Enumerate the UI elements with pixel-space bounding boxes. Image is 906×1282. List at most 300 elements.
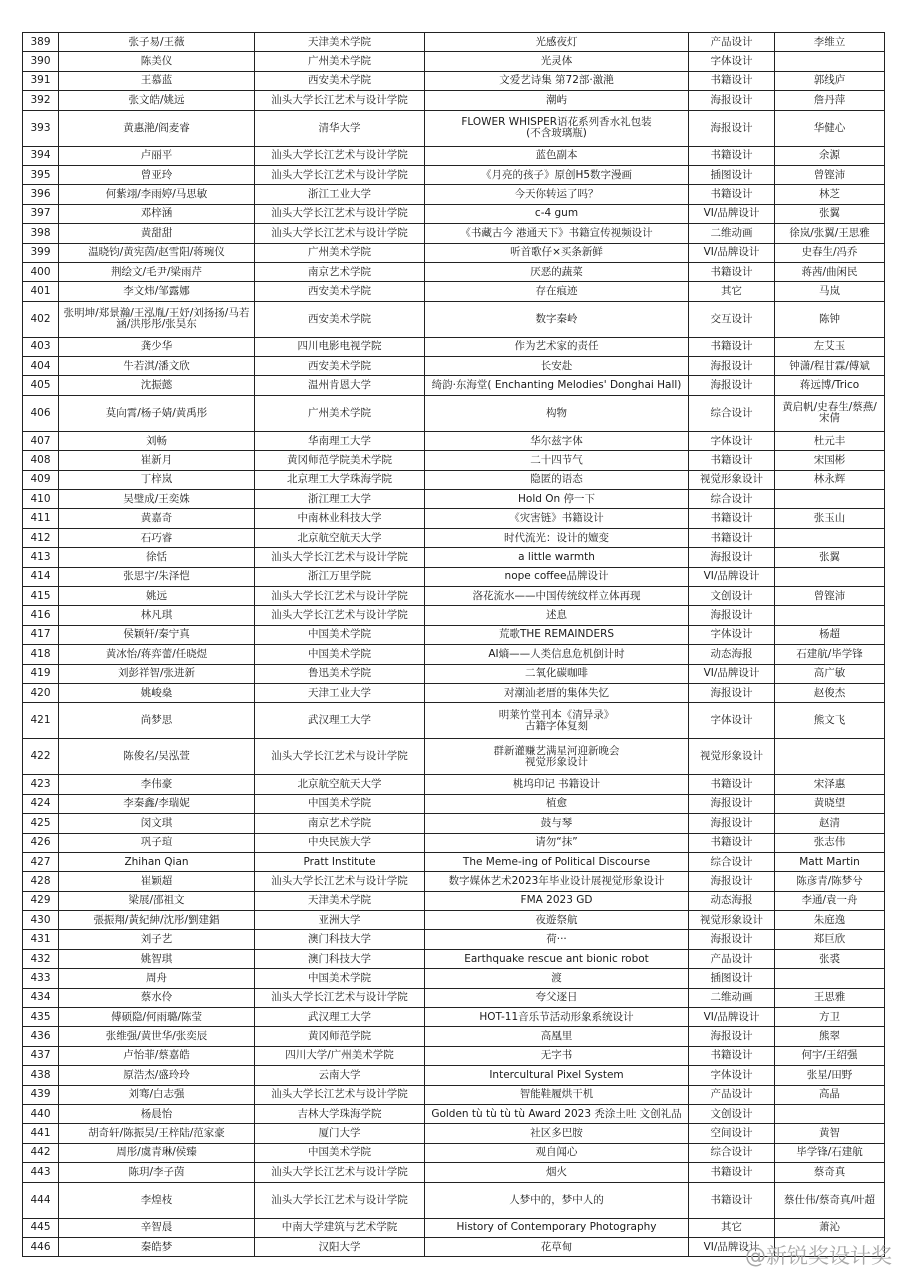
table-row <box>23 282 885 301</box>
entry-advisor: 张裘 <box>775 949 885 968</box>
entry-authors: 张思宇/朱泽恺 <box>59 567 255 586</box>
entry-title: 数字媒体艺术2023年毕业设计展视觉形象设计 <box>425 872 689 891</box>
entry-number: 405 <box>23 376 59 395</box>
entry-school: 汕头大学长江艺术与设计学院 <box>255 606 425 625</box>
entry-number: 421 <box>23 703 59 739</box>
table-row <box>23 1085 885 1104</box>
entry-advisor: 王思雅 <box>775 988 885 1007</box>
entry-school: 澳门科技大学 <box>255 949 425 968</box>
entry-school: 中南林业科技大学 <box>255 509 425 528</box>
entry-school: 汕头大学长江艺术与设计学院 <box>255 1182 425 1218</box>
entry-title: 人梦中的，梦中人的 <box>425 1182 689 1218</box>
entry-number: 444 <box>23 1182 59 1218</box>
entry-school: 浙江理工大学 <box>255 490 425 509</box>
table-row <box>23 683 885 702</box>
entry-advisor: 蔡奇真 <box>775 1163 885 1182</box>
entry-title: 明莱竹堂刊本《清异录》 古籍字体复刻 <box>425 703 689 739</box>
entry-school: 武汉理工大学 <box>255 1008 425 1027</box>
entry-authors: 张文皓/姚远 <box>59 91 255 110</box>
entry-title: 二氧化碳咖啡 <box>425 664 689 683</box>
entry-title: 数字秦岭 <box>425 301 689 337</box>
table-row <box>23 969 885 988</box>
table-row <box>23 185 885 204</box>
entry-title: 听首歌仔×买条新鲜 <box>425 243 689 262</box>
table-row <box>23 1124 885 1143</box>
entry-advisor: 张玉山 <box>775 509 885 528</box>
weibo-watermark: @新锐奖设计奖 <box>745 1244 892 1268</box>
entry-advisor: 马岚 <box>775 282 885 301</box>
entry-category: 动态海报 <box>689 891 775 910</box>
entry-school: 汕头大学长江艺术与设计学院 <box>255 204 425 223</box>
entry-number: 446 <box>23 1237 59 1256</box>
table-row <box>23 204 885 223</box>
entry-category: 海报设计 <box>689 357 775 376</box>
entry-title: History of Contemporary Photography <box>425 1218 689 1237</box>
table-row <box>23 110 885 146</box>
entry-title: 观自闻心 <box>425 1143 689 1162</box>
entry-number: 439 <box>23 1085 59 1104</box>
entry-title: 《灾害链》书籍设计 <box>425 509 689 528</box>
entry-authors: 温晓钧/黄宪茵/赵雪阳/蒋琬仪 <box>59 243 255 262</box>
entry-authors: 李伟豪 <box>59 775 255 794</box>
entry-authors: 李秦鑫/李瑞妮 <box>59 794 255 813</box>
entry-category: 书籍设计 <box>689 337 775 356</box>
entry-category: 海报设计 <box>689 548 775 567</box>
entry-school: 中国美术学院 <box>255 969 425 988</box>
table-row <box>23 91 885 110</box>
entry-advisor: 郭线庐 <box>775 71 885 90</box>
entry-school: 天津美术学院 <box>255 33 425 52</box>
entry-advisor: 陈彦青/陈梦兮 <box>775 872 885 891</box>
entry-number: 443 <box>23 1163 59 1182</box>
entry-title: 今天你转运了吗？ <box>425 185 689 204</box>
entry-advisor: 萧沁 <box>775 1218 885 1237</box>
entry-number: 416 <box>23 606 59 625</box>
table-row <box>23 1104 885 1123</box>
entry-number: 425 <box>23 814 59 833</box>
entry-advisor <box>775 528 885 547</box>
entry-number: 420 <box>23 683 59 702</box>
entry-school: 黄冈师范学院美术学院 <box>255 451 425 470</box>
entry-advisor: 何宇/王绍强 <box>775 1046 885 1065</box>
entry-authors: 黄嘉奇 <box>59 509 255 528</box>
entry-authors: 牛若淇/潘文欣 <box>59 357 255 376</box>
entry-title: Intercultural Pixel System <box>425 1066 689 1085</box>
entry-number: 406 <box>23 395 59 431</box>
entry-number: 418 <box>23 645 59 664</box>
entry-authors: 张维强/黄世华/张奕辰 <box>59 1027 255 1046</box>
entry-advisor: 宋国彬 <box>775 451 885 470</box>
entry-advisor: 余源 <box>775 146 885 165</box>
entry-authors: 张明坤/郑景瀚/王泓胤/王妤/刘扬扬/马若涵/洪彤彤/张昊东 <box>59 301 255 337</box>
entry-category: 二维动画 <box>689 224 775 243</box>
entries-table <box>22 32 885 1257</box>
entry-school: 广州美术学院 <box>255 243 425 262</box>
table-row <box>23 376 885 395</box>
entry-number: 435 <box>23 1008 59 1027</box>
entry-category: 字体设计 <box>689 431 775 450</box>
entry-category: 产品设计 <box>689 33 775 52</box>
entry-title: 隐匿的语态 <box>425 470 689 489</box>
entry-school: 鲁迅美术学院 <box>255 664 425 683</box>
entry-number: 408 <box>23 451 59 470</box>
entry-advisor: 宋泽惠 <box>775 775 885 794</box>
entry-school: 广州美术学院 <box>255 52 425 71</box>
table-row <box>23 243 885 262</box>
entry-category: 空间设计 <box>689 1124 775 1143</box>
entry-school: 黄冈师范学院 <box>255 1027 425 1046</box>
entry-school: 汕头大学长江艺术与设计学院 <box>255 872 425 891</box>
entry-authors: 闵文琪 <box>59 814 255 833</box>
entry-authors: 陈美仪 <box>59 52 255 71</box>
entry-school: 浙江万里学院 <box>255 567 425 586</box>
entry-authors: 莫向霄/杨子婧/黄禹彤 <box>59 395 255 431</box>
table-row <box>23 1027 885 1046</box>
entry-title: FMA 2023 GD <box>425 891 689 910</box>
entry-title: c-4 gum <box>425 204 689 223</box>
entry-school: 广州美术学院 <box>255 395 425 431</box>
entry-school: 天津工业大学 <box>255 683 425 702</box>
entry-school: 汕头大学长江艺术与设计学院 <box>255 165 425 184</box>
entry-number: 417 <box>23 625 59 644</box>
entry-title: 无字书 <box>425 1046 689 1065</box>
entry-authors: 胡奇轩/陈振昊/王梓陆/范家豪 <box>59 1124 255 1143</box>
table-row <box>23 71 885 90</box>
table-row <box>23 852 885 871</box>
entry-number: 440 <box>23 1104 59 1123</box>
entry-advisor: 高晶 <box>775 1085 885 1104</box>
entry-school: 汕头大学长江艺术与设计学院 <box>255 146 425 165</box>
entry-category: 综合设计 <box>689 852 775 871</box>
entry-school: 澳门科技大学 <box>255 930 425 949</box>
entry-number: 442 <box>23 1143 59 1162</box>
entry-category: 海报设计 <box>689 606 775 625</box>
table-row <box>23 337 885 356</box>
entry-category: 书籍设计 <box>689 1163 775 1182</box>
table-row <box>23 625 885 644</box>
entry-title: The Meme-ing of Political Discourse <box>425 852 689 871</box>
table-row <box>23 1066 885 1085</box>
entry-school: 吉林大学珠海学院 <box>255 1104 425 1123</box>
entry-title: 群新灌赚艺满星河迎新晚会 视觉形象设计 <box>425 739 689 775</box>
table-row <box>23 703 885 739</box>
entry-school: 北京理工大学珠海学院 <box>255 470 425 489</box>
entry-advisor: 蒋茜/曲闲民 <box>775 262 885 281</box>
entry-advisor: 郑巨欣 <box>775 930 885 949</box>
entry-advisor: 张志伟 <box>775 833 885 852</box>
entry-title: Hold On 停一下 <box>425 490 689 509</box>
table-row <box>23 509 885 528</box>
entry-category: 海报设计 <box>689 376 775 395</box>
entry-title: 《书藏古今 港通天下》书籍宣传视频设计 <box>425 224 689 243</box>
entry-advisor: Matt Martin <box>775 852 885 871</box>
entry-school: 汕头大学长江艺术与设计学院 <box>255 548 425 567</box>
entry-advisor: 石建航/毕学锋 <box>775 645 885 664</box>
entry-advisor: 李维立 <box>775 33 885 52</box>
entry-title: 荷··· <box>425 930 689 949</box>
entry-authors: 梁展/邵祖文 <box>59 891 255 910</box>
entry-number: 430 <box>23 911 59 930</box>
table-row <box>23 490 885 509</box>
entry-category: 海报设计 <box>689 872 775 891</box>
table-row <box>23 739 885 775</box>
entry-category: 书籍设计 <box>689 1046 775 1065</box>
entry-authors: 沈振懿 <box>59 376 255 395</box>
entry-advisor: 左艾玉 <box>775 337 885 356</box>
entry-authors: 丁梓岚 <box>59 470 255 489</box>
entry-number: 438 <box>23 1066 59 1085</box>
entry-category: 综合设计 <box>689 1143 775 1162</box>
entry-title: 二十四节气 <box>425 451 689 470</box>
entry-category: 文创设计 <box>689 586 775 605</box>
entry-advisor <box>775 490 885 509</box>
table-row <box>23 988 885 1007</box>
entry-category: 海报设计 <box>689 91 775 110</box>
entry-title: 洛花流水——中国传统纹样立体再现 <box>425 586 689 605</box>
entry-title: 渡 <box>425 969 689 988</box>
entry-category: 字体设计 <box>689 625 775 644</box>
entry-number: 422 <box>23 739 59 775</box>
entry-authors: 陈俊名/吴泓萱 <box>59 739 255 775</box>
entry-number: 429 <box>23 891 59 910</box>
entry-number: 401 <box>23 282 59 301</box>
entry-authors: 王慕蓝 <box>59 71 255 90</box>
entry-number: 404 <box>23 357 59 376</box>
entry-school: 汕头大学长江艺术与设计学院 <box>255 1085 425 1104</box>
entry-number: 427 <box>23 852 59 871</box>
entry-category: 文创设计 <box>689 1104 775 1123</box>
entry-school: 厦门大学 <box>255 1124 425 1143</box>
entry-school: 南京艺术学院 <box>255 814 425 833</box>
entry-authors: 荆绘文/毛尹/梁雨芹 <box>59 262 255 281</box>
entry-authors: 徐恬 <box>59 548 255 567</box>
entry-advisor: 徐岚/张翼/王思雅 <box>775 224 885 243</box>
entry-category: 插图设计 <box>689 165 775 184</box>
table-row <box>23 33 885 52</box>
entry-category: VI/品牌设计 <box>689 1008 775 1027</box>
entry-number: 432 <box>23 949 59 968</box>
entry-advisor: 蒋远博/Trico <box>775 376 885 395</box>
entry-title: nope coffee品牌设计 <box>425 567 689 586</box>
entry-school: 汉阳大学 <box>255 1237 425 1256</box>
entry-number: 391 <box>23 71 59 90</box>
table-row <box>23 833 885 852</box>
entry-authors: 崔颖超 <box>59 872 255 891</box>
entry-title: 绮韵·东海堂( Enchanting Melodies' Donghai Hall) <box>425 376 689 395</box>
table-row <box>23 262 885 281</box>
entry-authors: 李煌枝 <box>59 1182 255 1218</box>
table-row <box>23 1008 885 1027</box>
entry-authors: 刘子艺 <box>59 930 255 949</box>
entry-school: 云南大学 <box>255 1066 425 1085</box>
entry-number: 413 <box>23 548 59 567</box>
entry-authors: 周彤/虞青琳/侯臻 <box>59 1143 255 1162</box>
entry-school: 四川大学/广州美术学院 <box>255 1046 425 1065</box>
entry-category: 书籍设计 <box>689 833 775 852</box>
entry-category: VI/品牌设计 <box>689 243 775 262</box>
entry-number: 410 <box>23 490 59 509</box>
table-row <box>23 528 885 547</box>
entry-authors: 曾亚玲 <box>59 165 255 184</box>
entry-category: 动态海报 <box>689 645 775 664</box>
entry-number: 445 <box>23 1218 59 1237</box>
entry-school: 中央民族大学 <box>255 833 425 852</box>
entry-number: 409 <box>23 470 59 489</box>
entry-authors: 辛智晨 <box>59 1218 255 1237</box>
entry-number: 423 <box>23 775 59 794</box>
entry-title: 高凰里 <box>425 1027 689 1046</box>
entry-school: 武汉理工大学 <box>255 703 425 739</box>
entry-category: 视觉形象设计 <box>689 739 775 775</box>
entry-number: 412 <box>23 528 59 547</box>
entry-category: 书籍设计 <box>689 509 775 528</box>
entry-advisor: 方卫 <box>775 1008 885 1027</box>
entry-advisor <box>775 739 885 775</box>
entry-category: 视觉形象设计 <box>689 470 775 489</box>
entry-advisor: 杜元丰 <box>775 431 885 450</box>
entry-number: 402 <box>23 301 59 337</box>
entry-title: 夜遊祭航 <box>425 911 689 930</box>
entry-school: 华南理工大学 <box>255 431 425 450</box>
entry-school: 西安美术学院 <box>255 282 425 301</box>
entry-category: 书籍设计 <box>689 1182 775 1218</box>
entry-school: 汕头大学长江艺术与设计学院 <box>255 739 425 775</box>
entry-school: 清华大学 <box>255 110 425 146</box>
entry-title: 潮屿 <box>425 91 689 110</box>
entry-category: 产品设计 <box>689 1085 775 1104</box>
entry-school: 中国美术学院 <box>255 794 425 813</box>
entry-number: 434 <box>23 988 59 1007</box>
entry-authors: 何紫翊/李雨婷/马思敏 <box>59 185 255 204</box>
entry-authors: 侯颖轩/秦宁真 <box>59 625 255 644</box>
entry-authors: 秦皓梦 <box>59 1237 255 1256</box>
entry-advisor: 詹丹萍 <box>775 91 885 110</box>
entry-authors: 張振翔/黃紀紳/沈彤/劉建錩 <box>59 911 255 930</box>
entry-school: 天津美术学院 <box>255 891 425 910</box>
entry-title: 请勿“抹” <box>425 833 689 852</box>
entry-authors: 张子易/王薇 <box>59 33 255 52</box>
entry-category: 书籍设计 <box>689 185 775 204</box>
entry-category: 海报设计 <box>689 794 775 813</box>
entry-number: 395 <box>23 165 59 184</box>
entry-advisor: 史春生/冯乔 <box>775 243 885 262</box>
entry-advisor: 黄晓望 <box>775 794 885 813</box>
entry-authors: 吴璧成/王奕姝 <box>59 490 255 509</box>
entry-title: 荒歌THE REMAINDERS <box>425 625 689 644</box>
table-row <box>23 891 885 910</box>
entry-title: 社区多巴胺 <box>425 1124 689 1143</box>
entry-school: 西安美术学院 <box>255 71 425 90</box>
entry-authors: 姚峻燊 <box>59 683 255 702</box>
entry-school: 汕头大学长江艺术与设计学院 <box>255 224 425 243</box>
entry-number: 393 <box>23 110 59 146</box>
entry-category: VI/品牌设计 <box>689 567 775 586</box>
entry-advisor: 熊文飞 <box>775 703 885 739</box>
entry-number: 426 <box>23 833 59 852</box>
entry-number: 428 <box>23 872 59 891</box>
table-row <box>23 606 885 625</box>
entry-school: 汕头大学长江艺术与设计学院 <box>255 988 425 1007</box>
entry-category: 插图设计 <box>689 969 775 988</box>
table-row <box>23 911 885 930</box>
entry-school: Pratt Institute <box>255 852 425 871</box>
table-row <box>23 586 885 605</box>
table-row <box>23 165 885 184</box>
entry-authors: 邓梓涵 <box>59 204 255 223</box>
entry-category: 综合设计 <box>689 395 775 431</box>
entry-advisor: 赵俊杰 <box>775 683 885 702</box>
entry-number: 437 <box>23 1046 59 1065</box>
entry-title: 花草甸 <box>425 1237 689 1256</box>
entry-school: 温州肯恩大学 <box>255 376 425 395</box>
entry-advisor: 黄启帆/史春生/蔡燕/宋倩 <box>775 395 885 431</box>
entry-advisor: 赵清 <box>775 814 885 833</box>
entry-school: 北京航空航天大学 <box>255 775 425 794</box>
entry-title: 文爱艺诗集 第72部·激滟 <box>425 71 689 90</box>
table-row <box>23 872 885 891</box>
entry-advisor: 毕学锋/石建航 <box>775 1143 885 1162</box>
entry-authors: 陈玥/李子茵 <box>59 1163 255 1182</box>
entry-title: 存在痕迹 <box>425 282 689 301</box>
entry-category: 字体设计 <box>689 703 775 739</box>
table-row <box>23 395 885 431</box>
entry-advisor: 曾铿沛 <box>775 165 885 184</box>
entry-category: 综合设计 <box>689 490 775 509</box>
entry-number: 398 <box>23 224 59 243</box>
entry-authors: 尚梦思 <box>59 703 255 739</box>
entry-title: 时代流光：设计的嬗变 <box>425 528 689 547</box>
entry-number: 436 <box>23 1027 59 1046</box>
entry-category: 书籍设计 <box>689 71 775 90</box>
entry-number: 399 <box>23 243 59 262</box>
entry-authors: 李文炜/邹露娜 <box>59 282 255 301</box>
table-row <box>23 949 885 968</box>
entry-authors: 龚少华 <box>59 337 255 356</box>
entry-category: 其它 <box>689 1218 775 1237</box>
entry-category: 字体设计 <box>689 52 775 71</box>
entry-category: 海报设计 <box>689 110 775 146</box>
entry-title: a little warmth <box>425 548 689 567</box>
entry-authors: 原浩杰/盛玲玲 <box>59 1066 255 1085</box>
table-row <box>23 664 885 683</box>
entry-advisor: 林芝 <box>775 185 885 204</box>
entry-authors: 卢丽平 <box>59 146 255 165</box>
entry-category: 海报设计 <box>689 683 775 702</box>
entry-school: 浙江工业大学 <box>255 185 425 204</box>
entry-advisor: 蔡仕伟/蔡奇真/叶超 <box>775 1182 885 1218</box>
entry-title: 光感夜灯 <box>425 33 689 52</box>
entry-number: 431 <box>23 930 59 949</box>
entry-advisor: 黄智 <box>775 1124 885 1143</box>
entry-title: FLOWER WHISPER语花系列香水礼包装 (不含玻璃瓶) <box>425 110 689 146</box>
table-row <box>23 301 885 337</box>
entry-title: 构物 <box>425 395 689 431</box>
entry-category: 其它 <box>689 282 775 301</box>
table-row <box>23 224 885 243</box>
table-row <box>23 814 885 833</box>
entry-number: 403 <box>23 337 59 356</box>
entry-school: 北京航空航天大学 <box>255 528 425 547</box>
entry-authors: 姚智琪 <box>59 949 255 968</box>
entry-advisor: 杨超 <box>775 625 885 644</box>
entry-title: 述息 <box>425 606 689 625</box>
entry-title: 植愈 <box>425 794 689 813</box>
entry-category: 书籍设计 <box>689 775 775 794</box>
entry-advisor <box>775 1104 885 1123</box>
entry-advisor: 曾铿沛 <box>775 586 885 605</box>
entry-title: 作为艺术家的责任 <box>425 337 689 356</box>
table-row <box>23 1046 885 1065</box>
